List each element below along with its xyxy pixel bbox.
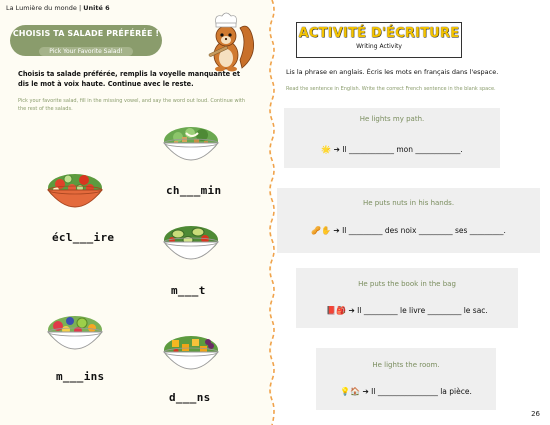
page-header: La Lumière du monde | Unité 6 <box>6 4 110 12</box>
salad-word-2[interactable]: écl___ire <box>52 231 115 244</box>
salad-title-banner <box>10 25 162 56</box>
right-instructions-french: Lis la phrase en anglais. Écris les mots en français dans l'espace. <box>286 68 499 76</box>
book-title: La Lumière du monde <box>6 4 77 12</box>
activity-subtitle: Writing Activity <box>356 43 402 50</box>
salad-subtitle: Pick Your Favorite Salad! <box>39 47 132 56</box>
unit-label: Unité 6 <box>83 4 110 12</box>
sentence-card-3 <box>296 268 518 328</box>
arrow-icon: ➔ <box>348 306 355 315</box>
salad-word-5[interactable]: d___ns <box>169 391 211 404</box>
peanut-hand-icon: 🥜✋ <box>311 226 332 235</box>
page-number: 26 <box>531 410 540 418</box>
salad-word-1[interactable]: ch___min <box>166 184 222 197</box>
instructions-english: Pick your favorite salad, fill in the missing vowel, and say the word out loud. Continue with the rest of the salads. <box>18 98 246 112</box>
arrow-icon: ➔ <box>333 145 340 154</box>
sentence-french-4[interactable] <box>316 387 496 396</box>
arrow-icon: ➔ <box>362 387 369 396</box>
sentence-blank-4[interactable]: Il ________________ la pièce. <box>368 387 472 396</box>
avocado-salad-bowl-icon <box>160 220 222 268</box>
mango-salad-bowl-icon <box>160 330 222 378</box>
sentence-card-2 <box>277 188 540 253</box>
book-backpack-icon: 📕🎒 <box>326 306 347 315</box>
sentence-blank-2[interactable]: Il _________ des noix _________ ses _________. <box>339 226 506 235</box>
chef-squirrel-icon <box>200 10 260 75</box>
arrow-icon: ➔ <box>333 226 340 235</box>
sentence-english-3: He puts the book in the bag <box>358 280 456 288</box>
sentence-card-1 <box>284 108 500 168</box>
bulb-house-icon: 💡🏠 <box>340 387 361 396</box>
activity-title-box <box>296 22 462 58</box>
salad-word-4[interactable]: m___ins <box>56 370 105 383</box>
sentence-card-4 <box>316 348 496 410</box>
sentence-blank-3[interactable]: Il _________ le livre _________ le sac. <box>354 306 488 315</box>
right-instructions-english: Read the sentence in English. Write the correct French sentence in the blank space. <box>286 86 496 92</box>
sentence-french-3[interactable] <box>296 306 518 315</box>
salad-word-3[interactable]: m___t <box>171 284 206 297</box>
activity-title: ACTIVITÉ D'ÉCRITURE <box>298 26 460 41</box>
sentence-french-1[interactable] <box>284 145 500 154</box>
fruit-salad-bowl-icon <box>44 310 106 358</box>
sentence-blank-1[interactable]: Il ____________ mon ____________. <box>339 145 463 154</box>
sentence-french-2[interactable] <box>277 226 540 235</box>
sentence-english-1: He lights my path. <box>359 115 425 123</box>
tomato-cucumber-salad-bowl-icon <box>44 168 106 216</box>
crouton-salad-bowl-icon <box>160 121 222 169</box>
salad-title: CHOISIS TA SALADE PRÉFÉRÉE ! <box>12 29 160 38</box>
instructions-french: Choisis ta salade préférée, remplis la voyelle manquante et dis le mot à voix haute. Continue avec le reste. <box>18 70 241 88</box>
star-icon: 🌟 <box>321 145 332 154</box>
sentence-english-4: He lights the room. <box>372 361 440 369</box>
sentence-english-2: He puts nuts in his hands. <box>362 199 455 207</box>
